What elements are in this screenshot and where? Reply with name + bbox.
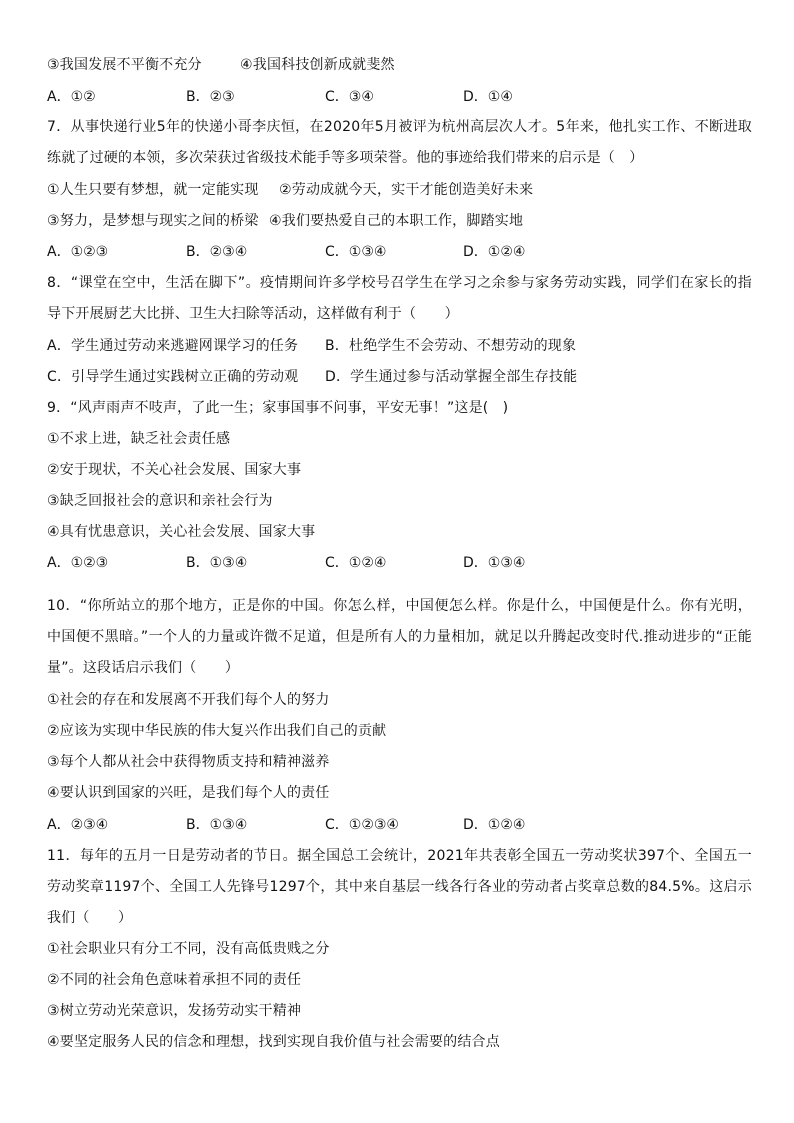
q7-option-c: C．①③④ — [325, 244, 387, 260]
q8-option-c: C．引导学生通过实践树立正确的劳动观 — [47, 369, 299, 385]
q11-statement-4: ④要坚定服务人民的信念和理想，找到实现自我价值与社会需要的结合点 — [47, 1034, 500, 1050]
q9-statement-4: ④具有忧患意识，关心社会发展、国家大事 — [47, 524, 316, 540]
q9-statement-2: ②安于现状，不关心社会发展、国家大事 — [47, 462, 302, 478]
q6-option-c: C．③④ — [325, 89, 374, 105]
q10-statement-1: ①社会的存在和发展离不开我们每个人的努力 — [47, 692, 330, 708]
q7-statement-2: ②劳动成就今天，实干才能创造美好未来 — [279, 182, 534, 198]
q8-stem: 8．“课堂在空中，生活在脚下”。疫情期间许多学校号召学生在学习之余参与家务劳动实践，同学们在家长的指导下开展厨艺大比拼、卫生大扫除等活动，这样做有利于（ ） — [47, 275, 752, 322]
q6-statement-3: ③我国发展不平衡不充分 — [47, 57, 202, 73]
q6-option-b: B．②③ — [186, 89, 235, 105]
q7-option-b: B．②③④ — [186, 244, 248, 260]
q7-option-a: A．①②③ — [47, 244, 109, 260]
q9-stem: 9．“风声雨声不吱声，了此一生；家事国事不问事，平安无事！”这是( ) — [47, 400, 509, 416]
q10-option-d: D．①②④ — [463, 817, 526, 833]
q7-statement-1: ①人生只要有梦想，就一定能实现 — [47, 182, 259, 198]
q6-option-d: D．①④ — [463, 89, 513, 105]
q9-option-c: C．①②④ — [325, 555, 387, 571]
q10-stem: 10．“你所站立的那个地方，正是你的中国。你怎么样，中国便怎么样。你是什么，中国便是什么。你有光明，中国便不黑暗。”一个人的力量或许微不足道，但是所有人的力量相加，就足以升腾起改变时代.推动进步的“正能量”。这段话启示我们（ ） — [47, 598, 752, 676]
q7-statement-4: ④我们要热爱自己的本职工作，脚踏实地 — [269, 213, 524, 229]
q10-statement-3: ③每个人都从社会中获得物质支持和精神滋养 — [47, 754, 330, 770]
q10-option-c: C．①②③④ — [325, 817, 399, 833]
q8-option-b: B．杜绝学生不会劳动、不想劳动的现象 — [325, 338, 577, 354]
q8-option-a: A．学生通过劳动来逃避网课学习的任务 — [47, 338, 299, 354]
q7-option-d: D．①②④ — [463, 244, 526, 260]
q11-statement-3: ③树立劳动光荣意识，发扬劳动实干精神 — [47, 1003, 302, 1019]
q10-statement-4: ④要认识到国家的兴旺，是我们每个人的责任 — [47, 785, 330, 801]
q11-statement-2: ②不同的社会角色意味着承担不同的责任 — [47, 972, 302, 988]
q6-statement-4: ④我国科技创新成就斐然 — [240, 57, 395, 73]
q11-statement-1: ①社会职业只有分工不同，没有高低贵贱之分 — [47, 941, 330, 957]
q7-stem: 7．从事快递行业5年的快递小哥李庆恒，在2020年5月被评为杭州高层次人才。5年来，他扎实工作、不断进取练就了过硬的本领，多次荣获过省级技术能手等多项荣誉。他的事迹给我们带来的启示是（ ） — [47, 119, 752, 166]
q9-option-d: D．①③④ — [463, 555, 526, 571]
q9-statement-1: ①不求上进，缺乏社会责任感 — [47, 431, 231, 447]
q9-option-b: B．①③④ — [186, 555, 248, 571]
q9-option-a: A．①②③ — [47, 555, 109, 571]
q11-stem: 11．每年的五月一日是劳动者的节日。据全国总工会统计，2021年共表彰全国五一劳动奖状397个、全国五一劳动奖章1197个、全国工人先锋号1297个，其中来自基层一线各行各业的劳动者占奖章总数的84.5%。这启示我们（ ） — [47, 848, 752, 926]
q6-option-a: A．①② — [47, 89, 96, 105]
q7-statement-3: ③努力，是梦想与现实之间的桥梁 — [47, 213, 259, 229]
q9-statement-3: ③缺乏回报社会的意识和亲社会行为 — [47, 493, 273, 509]
q10-statement-2: ②应该为实现中华民族的伟大复兴作出我们自己的贡献 — [47, 723, 387, 739]
q8-option-d: D．学生通过参与活动掌握全部生存技能 — [325, 369, 578, 385]
q10-option-b: B．①③④ — [186, 817, 248, 833]
q10-option-a: A．②③④ — [47, 817, 109, 833]
